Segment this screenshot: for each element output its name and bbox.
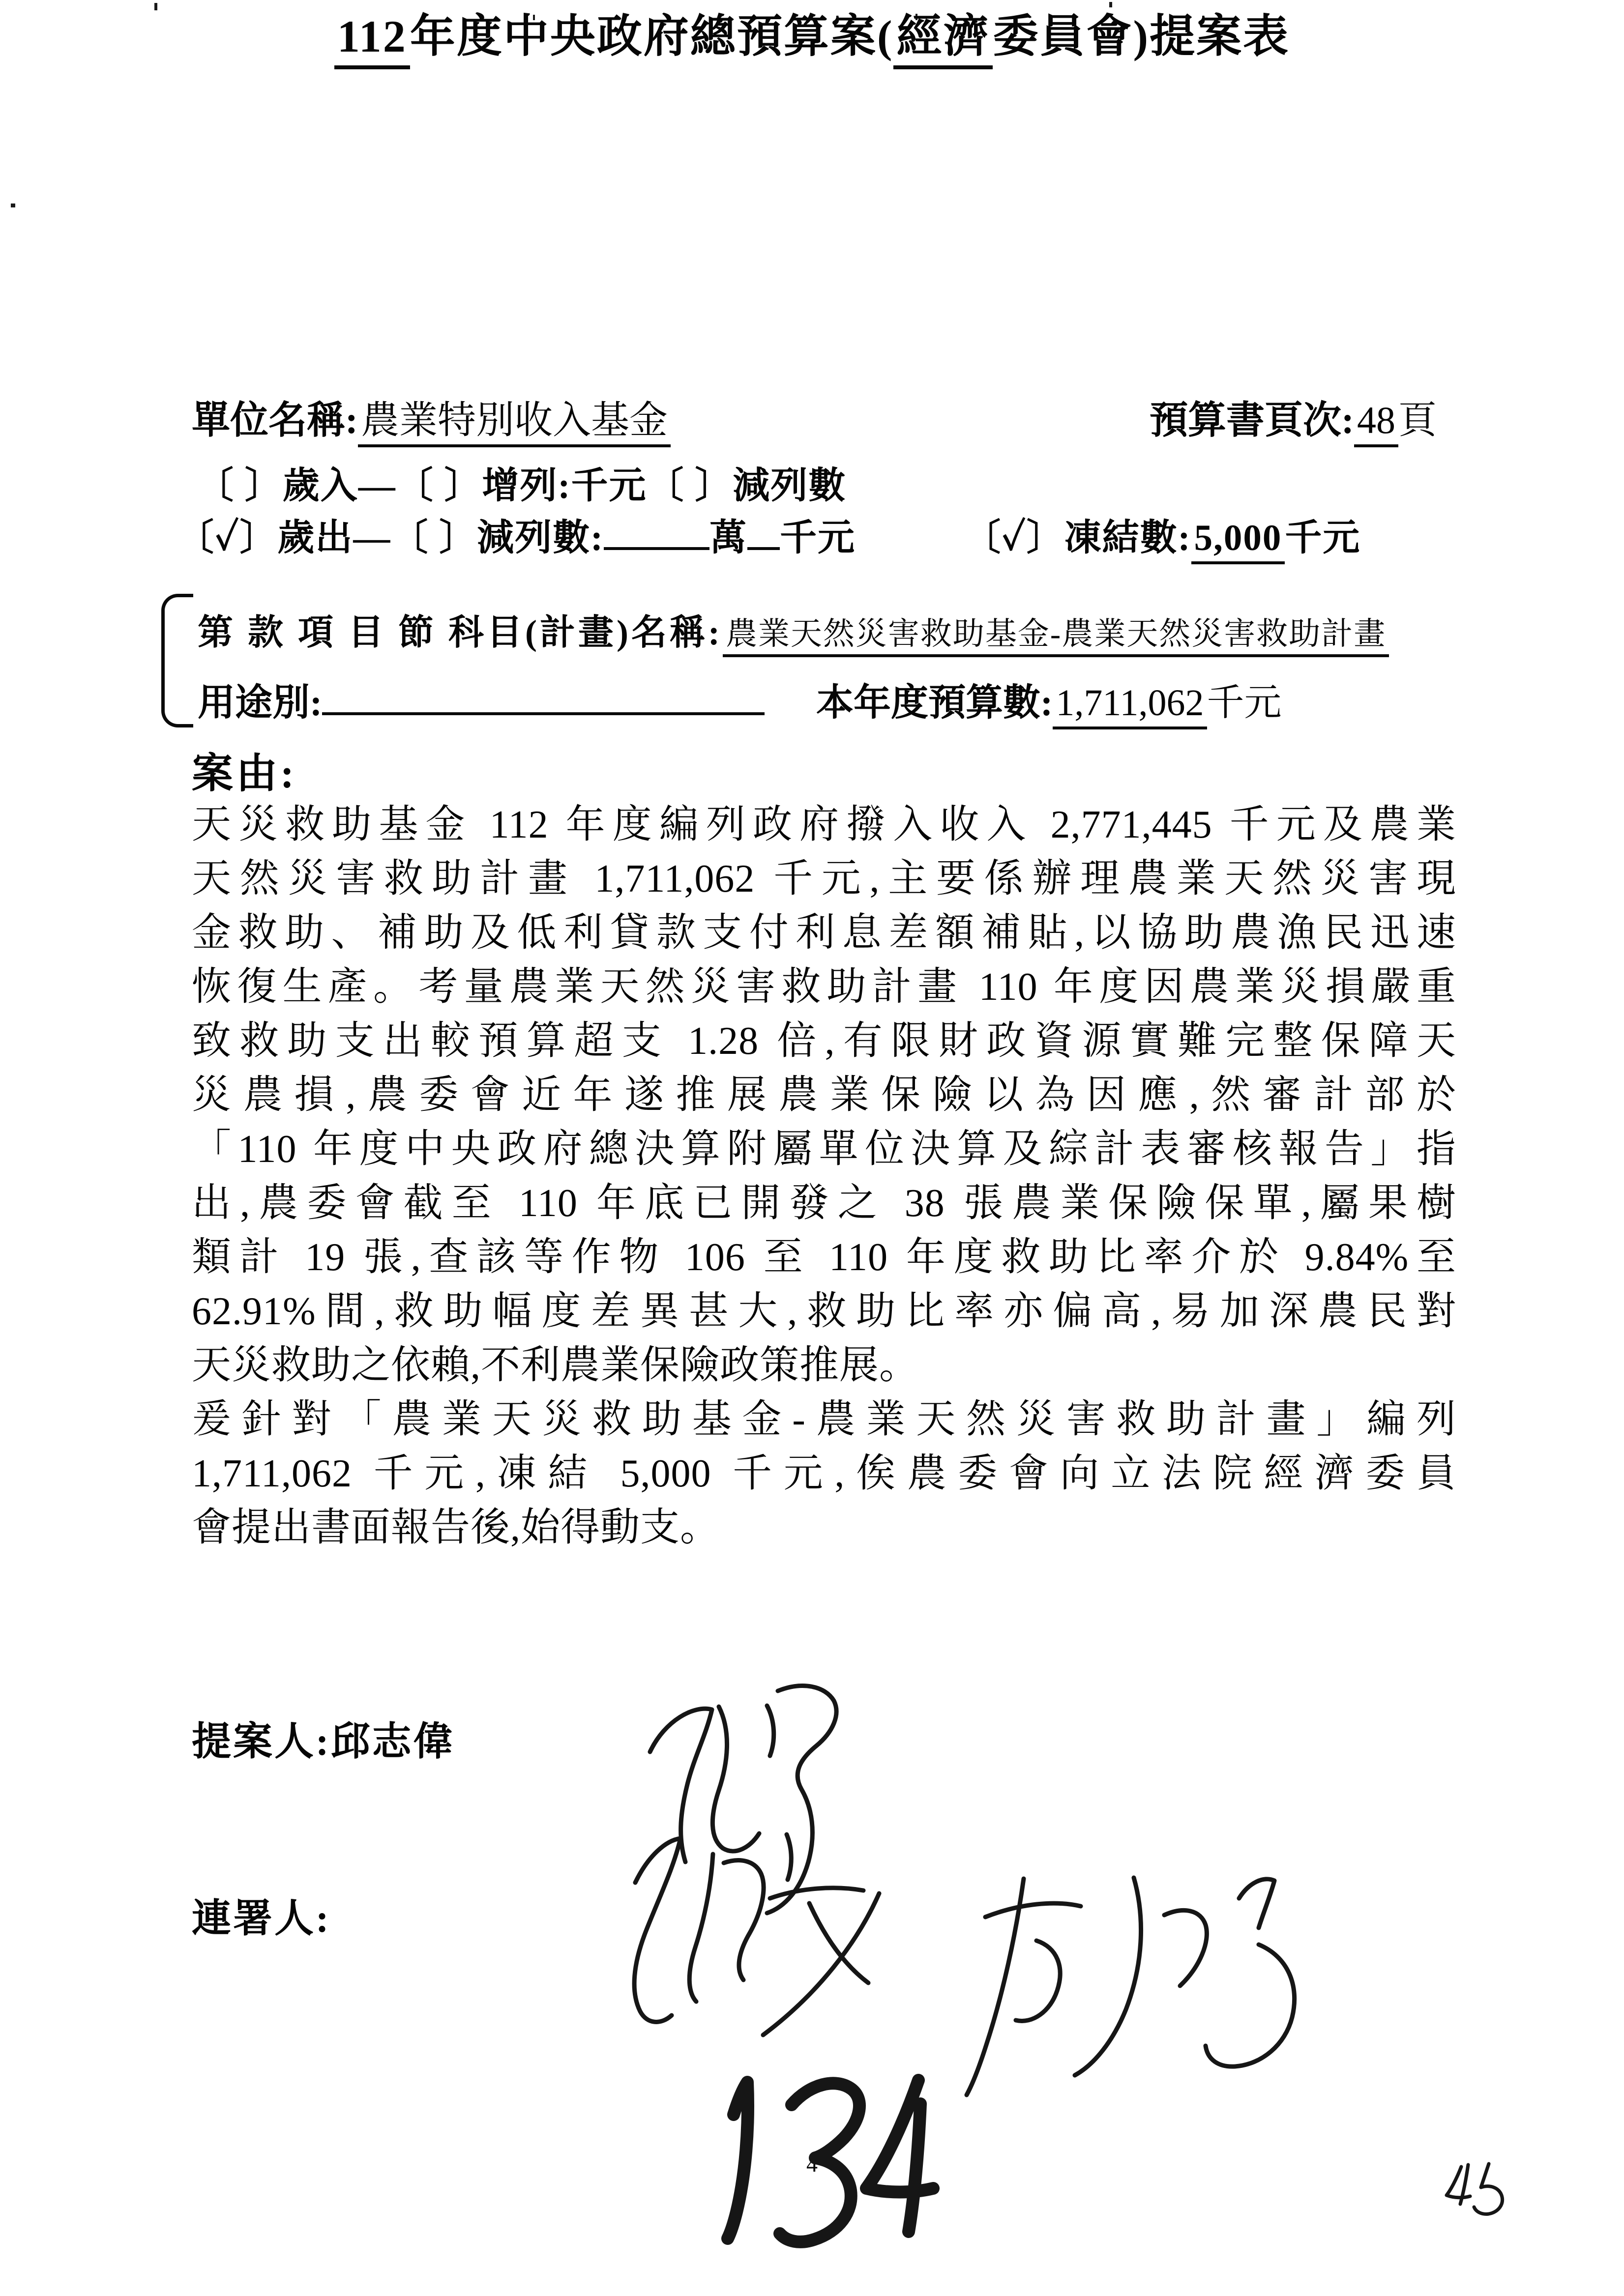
subject-value: 農業天然災害救助基金-農業天然災害救助計畫 <box>723 616 1389 657</box>
proposer-label: 提案人: <box>192 1720 331 1764</box>
subject-bracket <box>161 594 193 727</box>
case-body-line: 致救助支出較預算超支 1.28 倍,有限財政資源實難完整保障天 <box>192 1019 1456 1063</box>
usage-blank <box>322 683 765 715</box>
case-body-line: 「110 年度中央政府總決算附屬單位決算及綜計表審核報告」指 <box>192 1128 1456 1171</box>
frozen-amount-value: 5,000 <box>1191 518 1285 564</box>
handwritten-corner-number <box>1447 2164 1503 2214</box>
checkbox-checked: 〔✓〕 <box>177 518 278 558</box>
usage-row <box>198 672 765 726</box>
subject-row <box>198 604 1389 655</box>
case-body-line: 天災救助之依賴,不利農業保險政策推展。 <box>192 1344 919 1387</box>
case-body-line: 恢復生產。考量農業天然災害救助計畫 110 年度因農業災損嚴重 <box>192 965 1456 1009</box>
case-body-line: 天災救助基金 112 年度編列政府撥入收入 2,771,445 千元及農業 <box>192 803 1456 846</box>
wan-unit: 萬 <box>709 518 748 558</box>
checkbox-unchecked: 〔 〕 <box>647 465 733 506</box>
revenue-check-row <box>197 456 846 509</box>
annual-budget-value: 1,711,062 <box>1053 682 1207 729</box>
expenditure-label: 歲出— <box>277 518 391 558</box>
reduction-label: 減列數: <box>477 518 604 558</box>
unit-name-row <box>192 389 671 444</box>
budget-book-page-label: 預算書頁次: <box>1150 399 1354 441</box>
case-body-line: 金救助、補助及低利貸款支付利息差額補貼,以協助農漁民迅速 <box>192 911 1456 955</box>
handwritten-page-number <box>728 2080 933 2242</box>
case-body-line: 會提出書面報告後,始得動支。 <box>192 1506 720 1549</box>
case-body-line: 62.91%間,救助幅度差異甚大,救助比率亦偏高,易加深農民對 <box>192 1290 1456 1333</box>
cosigner-row <box>192 1887 331 1943</box>
title-tail: 委員會)提案表 <box>993 11 1290 61</box>
title-mid: 年度中央政府總預算案( <box>410 11 894 61</box>
case-body-line: 類計 19 張,查該等作物 106 至 110 年度救助比率介於 9.84%至 <box>192 1236 1456 1279</box>
budget-book-page-row <box>1150 389 1437 444</box>
checkbox-unchecked: 〔 〕 <box>391 518 477 558</box>
reduction-blank-2 <box>747 518 780 550</box>
unit-name-label: 單位名稱: <box>192 399 358 441</box>
case-body-line: 天然災害救助計畫 1,711,062 千元,主要係辦理農業天然災害現 <box>192 857 1456 901</box>
annual-budget-unit: 千元 <box>1207 682 1282 724</box>
case-reason-label: 案由: <box>192 751 297 797</box>
checkbox-unchecked: 〔 〕 <box>396 465 482 506</box>
subject-label: 第 款 項 目 節 科目(計畫)名稱: <box>198 613 723 652</box>
form-title <box>0 0 1624 65</box>
proposer-name: 邱志偉 <box>330 1720 455 1764</box>
qianyuan-unit: 千元 <box>1285 518 1361 558</box>
proposer-row <box>192 1710 455 1766</box>
printed-page-number: 4 <box>806 2151 818 2177</box>
case-body-line: 出,農委會截至 110 年底已開發之 38 張農業保險保單,屬果樹 <box>192 1182 1456 1225</box>
frozen-label: 凍結數: <box>1064 518 1191 558</box>
scan-speck <box>11 203 15 207</box>
case-body-line: 1,711,062 千元,凍結 5,000 千元,俟農委會向立法院經濟委員 <box>192 1452 1456 1495</box>
cosigner-signature-2 <box>967 1878 1295 2095</box>
cosigner-signature-1 <box>634 1834 879 2035</box>
annual-budget-label: 本年度預算數: <box>816 682 1053 724</box>
case-body-line: 爰針對「農業天災救助基金-農業天然災害救助計畫」編列 <box>192 1398 1456 1441</box>
case-body-line: 災農損,農委會近年遂推展農業保險以為因應,然審計部於 <box>192 1074 1456 1117</box>
qianyuan-unit: 千元 <box>780 518 856 558</box>
proposer-signature <box>650 1686 836 1913</box>
page-unit: 頁 <box>1398 399 1437 441</box>
revenue-label: 歲入— <box>282 465 396 506</box>
title-committee: 經濟 <box>893 11 993 69</box>
usage-label: 用途別: <box>198 682 323 724</box>
reduction-blank <box>604 518 709 550</box>
checkbox-checked: 〔✓〕 <box>964 518 1064 558</box>
title-year: 112 <box>334 11 410 69</box>
budget-book-page-value: 48 <box>1354 399 1398 447</box>
cosigner-label: 連署人: <box>192 1897 331 1941</box>
expenditure-check-row <box>177 508 1360 561</box>
decrease-count-label: 減列數 <box>733 465 847 506</box>
increase-label: 增列:千元 <box>482 465 647 506</box>
checkbox-unchecked: 〔 〕 <box>197 465 283 506</box>
unit-name-value: 農業特別收入基金 <box>358 399 671 447</box>
annual-budget-row <box>816 672 1282 726</box>
